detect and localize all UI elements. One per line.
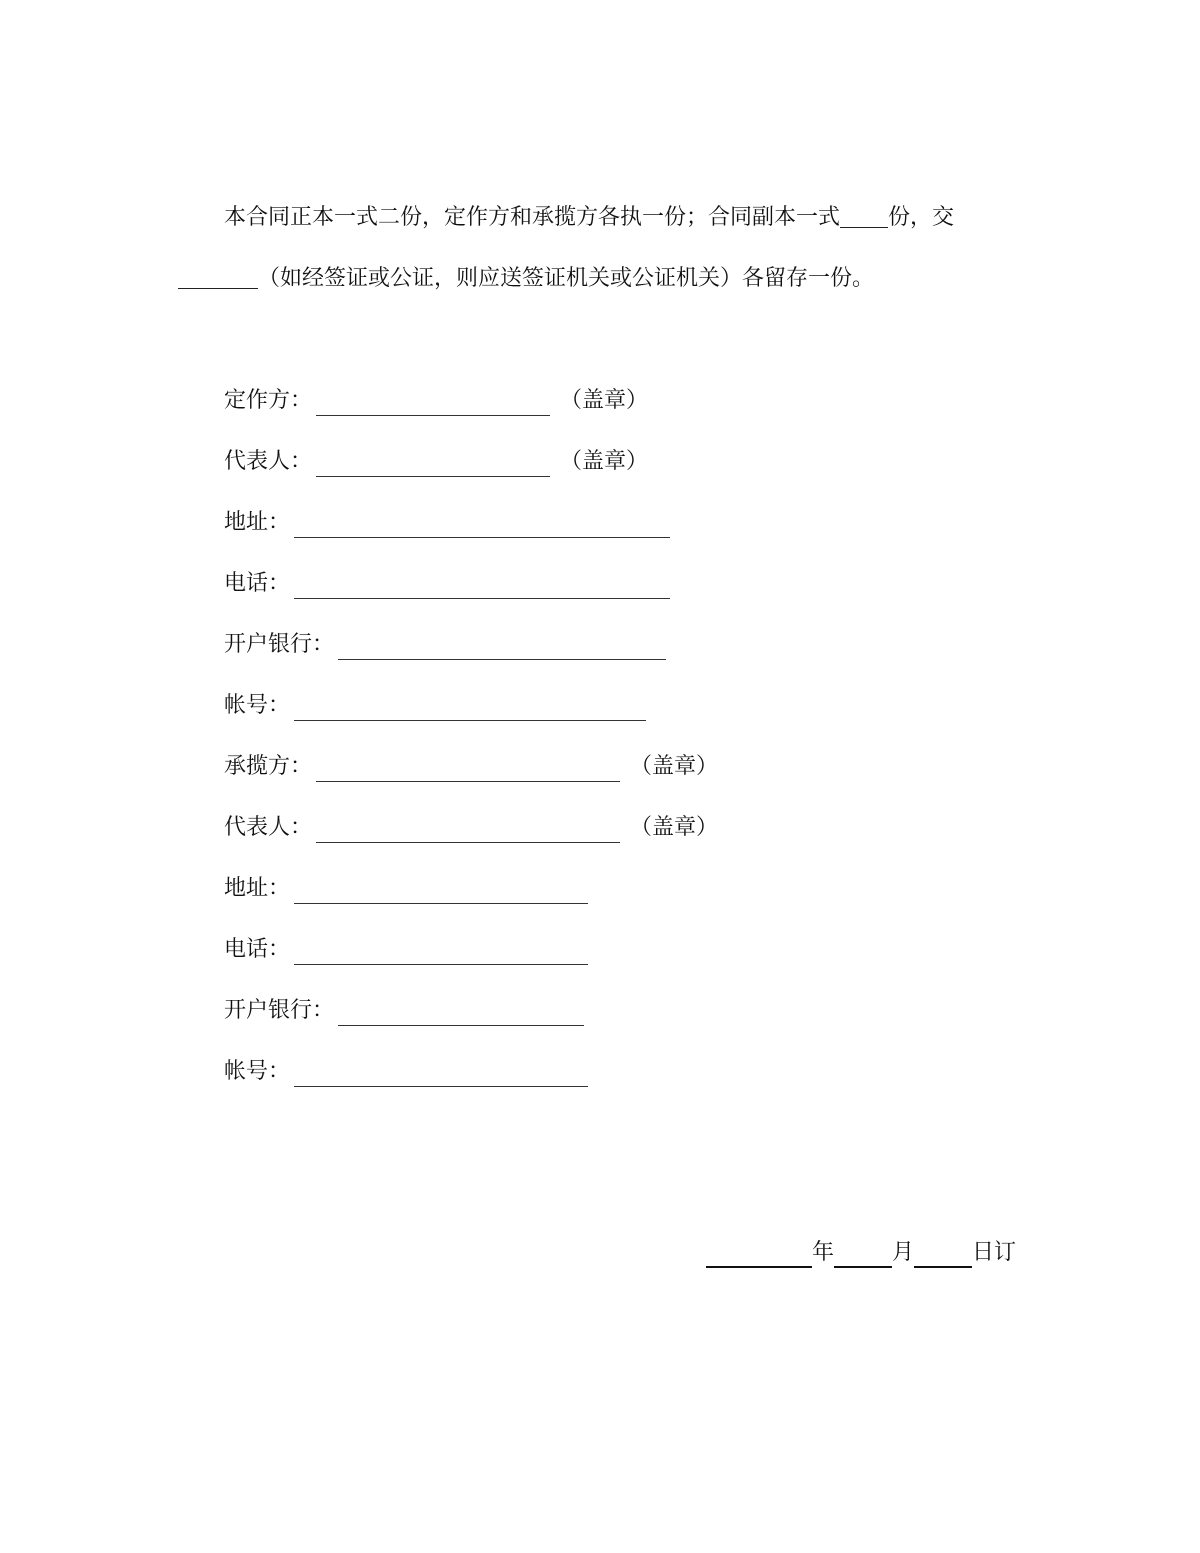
- party-b-bank-field[interactable]: [338, 1003, 584, 1026]
- party-a-contractor-seal: （盖章）: [560, 388, 649, 413]
- paragraph-text-2: （如经签证或公证，则应送签证机关或公证机关）各留存一份。: [258, 266, 875, 291]
- day-blank[interactable]: [914, 1244, 972, 1268]
- party-b-address-row: [224, 874, 588, 904]
- party-b-bank-row: [224, 996, 584, 1026]
- party-b-representative-seal: （盖章）: [630, 815, 719, 840]
- party-a-account-label: 帐号：: [224, 693, 291, 718]
- recipient-blank[interactable]: [178, 266, 258, 289]
- party-a-bank-field[interactable]: [338, 637, 666, 660]
- party-b-contractor-label: 承揽方：: [224, 754, 313, 779]
- party-b-address-label: 地址：: [224, 876, 291, 901]
- party-a-address-row: [224, 508, 670, 538]
- party-b-account-row: [224, 1057, 588, 1087]
- party-a-contractor-field[interactable]: [316, 393, 550, 416]
- party-b-phone-row: [224, 935, 588, 965]
- party-a-representative-field[interactable]: [316, 454, 550, 477]
- year-blank[interactable]: [706, 1244, 812, 1268]
- party-a-address-field[interactable]: [294, 515, 670, 538]
- paragraph-line-2: [178, 264, 874, 294]
- party-b-contractor-seal: （盖章）: [630, 754, 719, 779]
- party-a-representative-row: [224, 447, 648, 477]
- month-label: 月: [892, 1240, 915, 1265]
- party-a-phone-label: 电话：: [224, 571, 291, 596]
- party-b-representative-field[interactable]: [316, 820, 620, 843]
- party-a-representative-seal: （盖章）: [560, 449, 649, 474]
- party-b-address-field[interactable]: [294, 881, 588, 904]
- party-a-account-row: [224, 691, 646, 721]
- party-b-phone-label: 电话：: [224, 937, 291, 962]
- month-blank[interactable]: [834, 1244, 892, 1268]
- party-a-account-field[interactable]: [294, 698, 646, 721]
- party-b-contractor-field[interactable]: [316, 759, 620, 782]
- party-b-representative-label: 代表人：: [224, 815, 313, 840]
- day-label: 日订: [972, 1240, 1017, 1265]
- party-a-bank-label: 开户银行：: [224, 632, 335, 657]
- party-a-phone-field[interactable]: [294, 576, 670, 599]
- paragraph-text-1a: 本合同正本一式二份，定作方和承揽方各执一份；合同副本一式: [224, 205, 841, 230]
- party-a-contractor-row: [224, 386, 648, 416]
- party-a-address-label: 地址：: [224, 510, 291, 535]
- party-a-phone-row: [224, 569, 670, 599]
- signing-date: [706, 1238, 1016, 1268]
- year-label: 年: [812, 1240, 835, 1265]
- paragraph-line-1: [224, 203, 954, 233]
- party-b-contractor-row: [224, 752, 718, 782]
- party-b-phone-field[interactable]: [294, 942, 588, 965]
- paragraph-text-1b: 份，交: [888, 205, 955, 230]
- party-b-bank-label: 开户银行：: [224, 998, 335, 1023]
- party-b-representative-row: [224, 813, 718, 843]
- copies-count-blank[interactable]: [840, 205, 888, 228]
- party-a-representative-label: 代表人：: [224, 449, 313, 474]
- party-a-contractor-label: 定作方：: [224, 388, 313, 413]
- party-b-account-label: 帐号：: [224, 1059, 291, 1084]
- party-a-bank-row: [224, 630, 666, 660]
- party-b-account-field[interactable]: [294, 1064, 588, 1087]
